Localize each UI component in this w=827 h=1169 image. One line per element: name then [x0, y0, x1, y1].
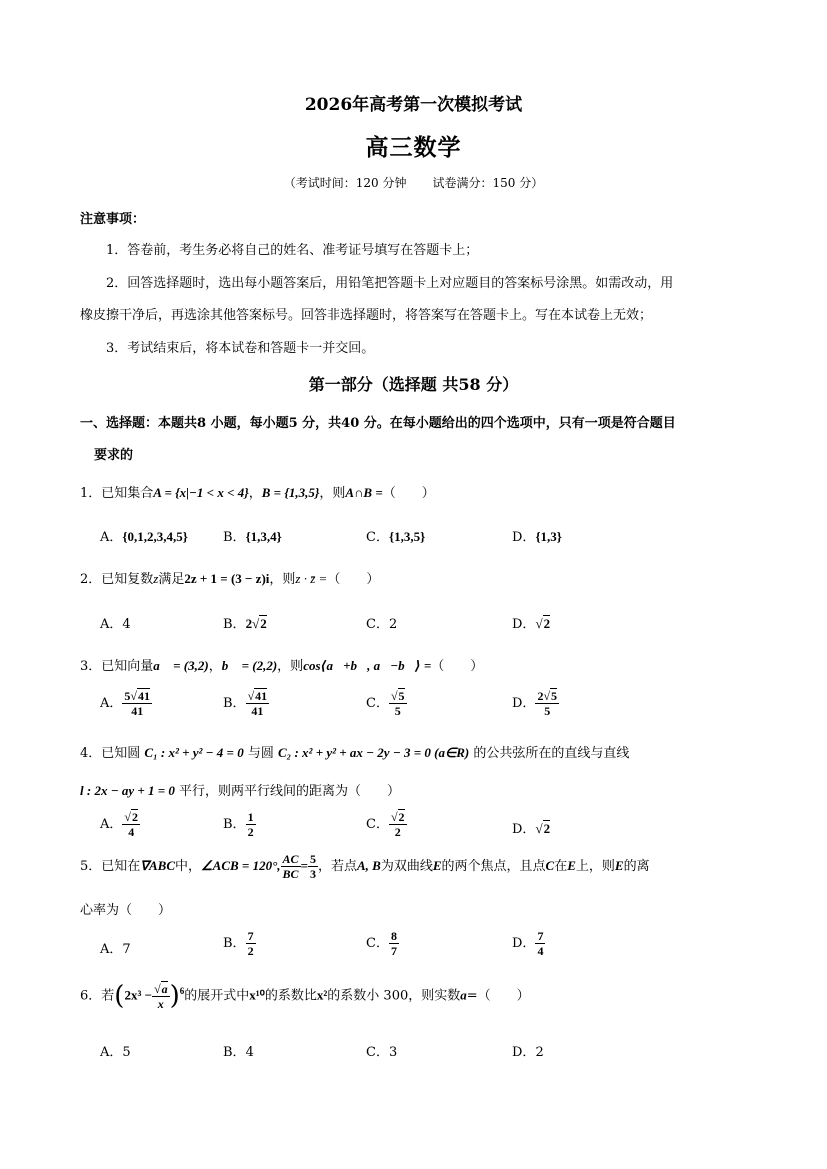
notice-heading: 注意事项：	[80, 212, 146, 227]
exam-meta	[0, 174, 827, 191]
q1-option-c: C．{1,3,5}	[366, 529, 426, 545]
question-5-line-2: 心率为（ ）	[80, 903, 172, 918]
question-2: 2．已知复数z满足2z + 1 = (3 − z)i，则z · z̄ =（ ）	[80, 571, 380, 587]
score-info: 试卷满分：150 分）	[432, 176, 544, 190]
question-4-line-1: 4．已知圆 C₁ : x² + y² − 4 = 0 与圆 C₂ : x² + y² + ax − 2y − 3 = 0 (a∈R) 的公共弦所在的直线与直线	[80, 745, 630, 761]
q3-option-a: A． $\frac{5√41}{41}$	[100, 689, 150, 718]
question-1: 1．已知集合A = {x|−1 < x < 4}，B = {1,3,5}，则A∩B =（ ）	[80, 485, 435, 501]
notice-item-1: 1．答卷前，考生务必将自己的姓名、准考证号填写在答题卡上；	[106, 243, 479, 258]
q3-option-d: D． $\frac{2√5}{5}$	[512, 689, 558, 718]
q6-option-c: C．3	[366, 1045, 398, 1060]
q1-option-a: A．{0,1,2,3,4,5}	[100, 529, 188, 545]
q2-option-a: A．4	[100, 617, 131, 632]
q4-option-a: A． $\frac{√2}{4}$	[100, 810, 138, 839]
q2-option-d: D．√2	[512, 616, 551, 632]
question-4-line-2: l : 2x − ay + 1 = 0 平行，则两平行线间的距离为（ ）	[80, 783, 401, 799]
q6-option-b: B．4	[223, 1045, 254, 1060]
notice-item-3: 3．考试结束后，将本试卷和答题卡一并交回。	[106, 341, 375, 356]
notice-item-2-line-2: 橡皮擦干净后，再选涂其他答案标号。回答非选择题时，将答案写在答题卡上。写在本试卷上无效；	[80, 308, 653, 323]
question-3: 3．已知向量a⃗ = (3,2)，b⃗ = (2,2)，则cos⟨a⃗+b⃗, a⃗−b⃗⟩ =（ ）	[80, 658, 484, 674]
q6-option-d: D．2	[512, 1045, 544, 1060]
q1-option-b: B．{1,3,4}	[223, 529, 282, 545]
q1-option-d: D．{1,3}	[512, 529, 562, 545]
notice-item-2-line-1: 2．回答选择题时，选出每小题答案后，用铅笔把答题卡上对应题目的答案标号涂黑。如需改动，用	[106, 276, 674, 291]
time-info: （考试时间：120 分钟	[283, 176, 407, 190]
q4-option-d: D．√2	[512, 821, 551, 837]
question-6: 6．若(2x³ − $\frac{√a}{x}$ )$^6$的展开式中x¹⁰的系数比x²的系数小 300，则实数a=（ ）	[80, 981, 530, 1011]
exam-title: 2026年高考第一次模拟考试	[304, 95, 523, 115]
q2-option-b: B．2√2	[223, 616, 267, 632]
q3-option-c: C． $\frac{√5}{5}$	[366, 689, 405, 718]
section-instructions-line-1: 一、选择题：本题共8 小题，每小题5 分，共40 分。在每小题给出的四个选项中，只有一项是符合题目	[80, 416, 676, 431]
subject-title: 高三数学	[365, 134, 462, 161]
q6-option-a: A．5	[100, 1045, 131, 1060]
q5-option-a: A．7	[100, 942, 131, 957]
q4-option-c: C． $\frac{√2}{2}$	[366, 810, 405, 839]
question-5-line-1: 5．已知在∇ABC中，∠ACB = 120°, $\frac{AC}{BC}$ = $\frac{5}{3}$ ，若点A, B为双曲线E的两个焦点，且点C在E上，则E的离	[80, 852, 650, 881]
section-instructions-line-2: 要求的	[94, 448, 134, 463]
q4-option-b: B． $\frac{1}{2}$	[223, 810, 254, 839]
q2-option-c: C．2	[366, 617, 398, 632]
q5-option-c: C． $\frac{8}{7}$	[366, 929, 397, 958]
q5-option-b: B． $\frac{7}{2}$	[223, 929, 254, 958]
q3-option-b: B． $\frac{√41}{41}$	[223, 689, 268, 718]
part1-title: 第一部分（选择题 共58 分）	[308, 375, 519, 394]
q5-option-d: D． $\frac{7}{4}$	[512, 929, 544, 958]
